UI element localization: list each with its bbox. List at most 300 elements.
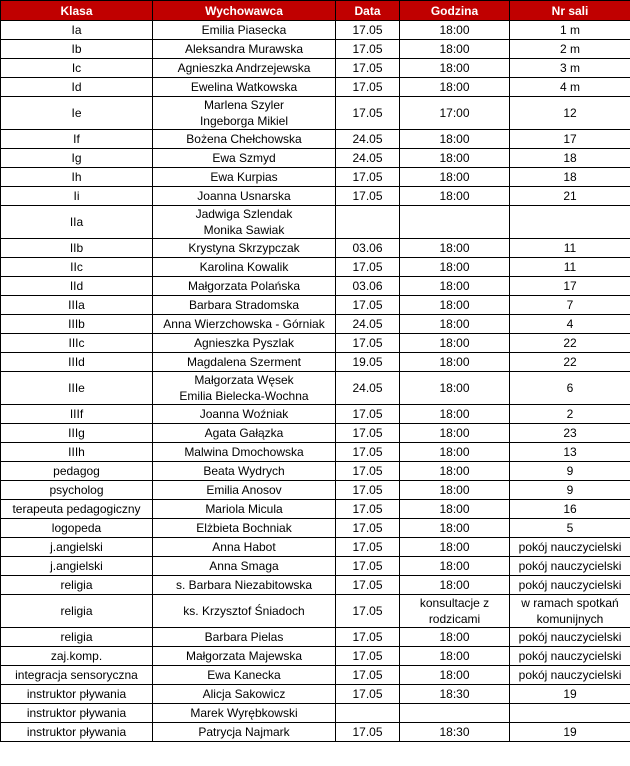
cell-wychowawca-line: Elżbieta Bochniak bbox=[196, 521, 292, 535]
cell-godzina bbox=[400, 576, 510, 595]
table-row bbox=[1, 315, 630, 334]
cell-data: 17.05 bbox=[336, 576, 400, 595]
cell-nr-sali-line: pokój nauczycielski bbox=[518, 559, 622, 573]
cell-nr-sali bbox=[510, 538, 630, 557]
cell-godzina bbox=[400, 372, 510, 405]
cell-data: 17.05 bbox=[336, 500, 400, 519]
cell-wychowawca bbox=[153, 481, 336, 500]
cell-wychowawca bbox=[153, 59, 336, 78]
cell-wychowawca bbox=[153, 405, 336, 424]
cell-nr-sali-line: 4 bbox=[566, 317, 574, 331]
cell-godzina-line: 18:00 bbox=[439, 630, 470, 644]
cell-wychowawca bbox=[153, 168, 336, 187]
cell-wychowawca bbox=[153, 296, 336, 315]
cell-nr-sali-line: w ramach spotkań bbox=[521, 596, 619, 610]
cell-wychowawca-line: Jadwiga Szlendak bbox=[195, 207, 293, 221]
cell-nr-sali-line: 16 bbox=[563, 502, 577, 516]
cell-wychowawca bbox=[153, 557, 336, 576]
cell-godzina bbox=[400, 187, 510, 206]
cell-nr-sali bbox=[510, 685, 630, 704]
cell-nr-sali bbox=[510, 628, 630, 647]
table-row bbox=[1, 168, 630, 187]
cell-data: 17.05 bbox=[336, 443, 400, 462]
cell-nr-sali-line: 11 bbox=[563, 241, 577, 255]
cell-wychowawca-line: Magdalena Szerment bbox=[186, 355, 302, 369]
cell-nr-sali-line: 22 bbox=[563, 336, 577, 350]
cell-nr-sali-line: pokój nauczycielski bbox=[518, 540, 622, 554]
cell-godzina-line: 18:00 bbox=[439, 61, 470, 75]
cell-nr-sali-line: 12 bbox=[563, 106, 577, 120]
cell-wychowawca bbox=[153, 500, 336, 519]
cell-nr-sali-line: 7 bbox=[566, 298, 574, 312]
cell-wychowawca-line: Marlena Szyler bbox=[203, 98, 285, 112]
cell-data: 17.05 bbox=[336, 59, 400, 78]
table-row bbox=[1, 372, 630, 405]
cell-data: 17.05 bbox=[336, 97, 400, 130]
cell-klasa: religia bbox=[1, 576, 153, 595]
cell-data: 17.05 bbox=[336, 538, 400, 557]
cell-klasa: IIId bbox=[1, 353, 153, 372]
cell-godzina bbox=[400, 21, 510, 40]
cell-data: 17.05 bbox=[336, 424, 400, 443]
header-row bbox=[1, 1, 630, 21]
cell-nr-sali-line: 18 bbox=[563, 170, 577, 184]
cell-data: 17.05 bbox=[336, 296, 400, 315]
cell-wychowawca-line: Barbara Pielas bbox=[204, 630, 284, 644]
cell-nr-sali-line: 3 m bbox=[559, 61, 580, 75]
table-row bbox=[1, 538, 630, 557]
cell-klasa: IIIf bbox=[1, 405, 153, 424]
cell-nr-sali bbox=[510, 666, 630, 685]
cell-wychowawca bbox=[153, 685, 336, 704]
cell-nr-sali bbox=[510, 187, 630, 206]
cell-nr-sali bbox=[510, 21, 630, 40]
cell-klasa: j.angielski bbox=[1, 557, 153, 576]
table-row bbox=[1, 647, 630, 666]
cell-wychowawca-line: Karolina Kowalik bbox=[199, 260, 289, 274]
cell-wychowawca bbox=[153, 372, 336, 405]
cell-wychowawca-line: Małgorzata Polańska bbox=[187, 279, 301, 293]
cell-nr-sali-line: 1 m bbox=[559, 23, 580, 37]
cell-nr-sali bbox=[510, 130, 630, 149]
cell-klasa: religia bbox=[1, 628, 153, 647]
header-nr-sali: Nr sali bbox=[510, 1, 630, 21]
cell-data bbox=[336, 206, 400, 239]
table-row bbox=[1, 78, 630, 97]
cell-godzina bbox=[400, 538, 510, 557]
cell-data: 17.05 bbox=[336, 519, 400, 538]
table-row bbox=[1, 353, 630, 372]
cell-nr-sali-line: pokój nauczycielski bbox=[518, 649, 622, 663]
header-wychowawca: Wychowawca bbox=[153, 1, 336, 21]
cell-klasa: integracja sensoryczna bbox=[1, 666, 153, 685]
cell-godzina-line: 18:00 bbox=[439, 559, 470, 573]
cell-data: 17.05 bbox=[336, 628, 400, 647]
table-row bbox=[1, 40, 630, 59]
cell-wychowawca-line: Aleksandra Murawska bbox=[184, 42, 304, 56]
cell-wychowawca bbox=[153, 595, 336, 628]
cell-nr-sali bbox=[510, 462, 630, 481]
cell-klasa: IIc bbox=[1, 258, 153, 277]
cell-nr-sali bbox=[510, 149, 630, 168]
cell-nr-sali-line: 23 bbox=[563, 426, 577, 440]
cell-wychowawca bbox=[153, 462, 336, 481]
cell-nr-sali bbox=[510, 78, 630, 97]
cell-nr-sali bbox=[510, 315, 630, 334]
cell-wychowawca-line: Ewa Szmyd bbox=[212, 151, 276, 165]
cell-klasa: psycholog bbox=[1, 481, 153, 500]
cell-godzina bbox=[400, 723, 510, 742]
cell-nr-sali bbox=[510, 424, 630, 443]
cell-godzina-line: 18:00 bbox=[439, 445, 470, 459]
table-row bbox=[1, 666, 630, 685]
cell-wychowawca-line: Bożena Chełchowska bbox=[186, 132, 302, 146]
cell-godzina-line: 18:30 bbox=[439, 687, 470, 701]
cell-nr-sali bbox=[510, 595, 630, 628]
cell-nr-sali-line: 9 bbox=[566, 483, 574, 497]
cell-nr-sali-line: 17 bbox=[563, 279, 577, 293]
cell-nr-sali-line: 6 bbox=[566, 381, 574, 395]
table-row bbox=[1, 557, 630, 576]
cell-klasa: IId bbox=[1, 277, 153, 296]
cell-data: 03.06 bbox=[336, 277, 400, 296]
table-row bbox=[1, 97, 630, 130]
cell-wychowawca bbox=[153, 78, 336, 97]
cell-klasa: instruktor pływania bbox=[1, 704, 153, 723]
cell-godzina-line: 18:00 bbox=[439, 502, 470, 516]
cell-wychowawca-line: Agnieszka Andrzejewska bbox=[177, 61, 311, 75]
cell-nr-sali bbox=[510, 372, 630, 405]
cell-nr-sali-line: pokój nauczycielski bbox=[518, 668, 622, 682]
cell-wychowawca bbox=[153, 40, 336, 59]
table-row bbox=[1, 704, 630, 723]
cell-godzina-line: 18:00 bbox=[439, 540, 470, 554]
cell-godzina-line: 18:00 bbox=[439, 649, 470, 663]
table-row bbox=[1, 481, 630, 500]
cell-godzina bbox=[400, 334, 510, 353]
cell-klasa: IIIh bbox=[1, 443, 153, 462]
cell-klasa: IIIb bbox=[1, 315, 153, 334]
cell-data: 17.05 bbox=[336, 78, 400, 97]
cell-nr-sali-line: 9 bbox=[566, 464, 574, 478]
cell-data: 17.05 bbox=[336, 168, 400, 187]
cell-godzina-line: 18:00 bbox=[439, 381, 470, 395]
cell-wychowawca bbox=[153, 538, 336, 557]
cell-godzina bbox=[400, 40, 510, 59]
cell-klasa: pedagog bbox=[1, 462, 153, 481]
table-row bbox=[1, 576, 630, 595]
cell-nr-sali-line: 18 bbox=[563, 151, 577, 165]
cell-nr-sali-line: 11 bbox=[563, 260, 577, 274]
cell-nr-sali-line: 13 bbox=[563, 445, 577, 459]
cell-godzina-line: 18:00 bbox=[439, 298, 470, 312]
header-godzina: Godzina bbox=[400, 1, 510, 21]
table-row bbox=[1, 628, 630, 647]
cell-klasa: j.angielski bbox=[1, 538, 153, 557]
cell-nr-sali bbox=[510, 277, 630, 296]
cell-godzina bbox=[400, 353, 510, 372]
cell-wychowawca bbox=[153, 576, 336, 595]
cell-wychowawca bbox=[153, 258, 336, 277]
cell-data: 24.05 bbox=[336, 372, 400, 405]
table-row bbox=[1, 443, 630, 462]
cell-godzina bbox=[400, 277, 510, 296]
cell-nr-sali bbox=[510, 353, 630, 372]
cell-wychowawca-line: Joanna Usnarska bbox=[197, 189, 291, 203]
cell-godzina-line: konsultacje z bbox=[419, 596, 490, 610]
table-row bbox=[1, 206, 630, 239]
table-row bbox=[1, 424, 630, 443]
table-row bbox=[1, 187, 630, 206]
table-row bbox=[1, 59, 630, 78]
cell-klasa: IIIc bbox=[1, 334, 153, 353]
cell-wychowawca-line: Ewa Kanecka bbox=[207, 668, 281, 682]
cell-wychowawca bbox=[153, 149, 336, 168]
cell-wychowawca bbox=[153, 443, 336, 462]
table-row bbox=[1, 130, 630, 149]
cell-nr-sali-line: pokój nauczycielski bbox=[518, 630, 622, 644]
cell-nr-sali bbox=[510, 576, 630, 595]
cell-wychowawca-line: ks. Krzysztof Śniadoch bbox=[183, 604, 305, 618]
cell-godzina bbox=[400, 97, 510, 130]
cell-data: 17.05 bbox=[336, 481, 400, 500]
cell-nr-sali bbox=[510, 723, 630, 742]
cell-godzina bbox=[400, 206, 510, 239]
cell-data: 03.06 bbox=[336, 239, 400, 258]
cell-godzina bbox=[400, 462, 510, 481]
cell-wychowawca-line: Monika Sawiak bbox=[203, 223, 285, 237]
cell-godzina bbox=[400, 78, 510, 97]
cell-wychowawca-line: Emilia Piasecka bbox=[201, 23, 287, 37]
cell-wychowawca-line: Barbara Stradomska bbox=[188, 298, 300, 312]
cell-godzina bbox=[400, 685, 510, 704]
cell-godzina-line: 18:00 bbox=[439, 80, 470, 94]
cell-godzina bbox=[400, 149, 510, 168]
cell-klasa: Id bbox=[1, 78, 153, 97]
cell-data: 17.05 bbox=[336, 21, 400, 40]
cell-godzina-line: 18:00 bbox=[439, 241, 470, 255]
cell-godzina-line: 18:00 bbox=[439, 23, 470, 37]
cell-godzina bbox=[400, 405, 510, 424]
cell-klasa: IIIg bbox=[1, 424, 153, 443]
cell-godzina bbox=[400, 647, 510, 666]
cell-godzina-line: 18:00 bbox=[439, 355, 470, 369]
cell-nr-sali bbox=[510, 296, 630, 315]
cell-data: 17.05 bbox=[336, 723, 400, 742]
cell-nr-sali-line: 2 bbox=[566, 407, 574, 421]
cell-data: 17.05 bbox=[336, 334, 400, 353]
cell-wychowawca bbox=[153, 239, 336, 258]
cell-data bbox=[336, 704, 400, 723]
cell-godzina bbox=[400, 628, 510, 647]
cell-wychowawca bbox=[153, 187, 336, 206]
cell-nr-sali bbox=[510, 97, 630, 130]
cell-nr-sali bbox=[510, 168, 630, 187]
cell-wychowawca-line: Małgorzata Węsek bbox=[194, 373, 294, 387]
cell-klasa: Ih bbox=[1, 168, 153, 187]
cell-wychowawca-line: Małgorzata Majewska bbox=[185, 649, 303, 663]
cell-godzina bbox=[400, 666, 510, 685]
cell-klasa: Ig bbox=[1, 149, 153, 168]
cell-godzina-line: 18:30 bbox=[439, 725, 470, 739]
cell-wychowawca bbox=[153, 97, 336, 130]
cell-godzina bbox=[400, 557, 510, 576]
cell-wychowawca bbox=[153, 666, 336, 685]
cell-godzina-line: 18:00 bbox=[439, 132, 470, 146]
cell-godzina-line: 18:00 bbox=[439, 407, 470, 421]
cell-nr-sali bbox=[510, 405, 630, 424]
table-row bbox=[1, 462, 630, 481]
cell-wychowawca bbox=[153, 647, 336, 666]
cell-nr-sali bbox=[510, 334, 630, 353]
cell-godzina-line: 18:00 bbox=[439, 668, 470, 682]
cell-data: 17.05 bbox=[336, 258, 400, 277]
cell-wychowawca-line: Mariola Miculа bbox=[205, 502, 283, 516]
cell-godzina bbox=[400, 704, 510, 723]
cell-nr-sali-line: 22 bbox=[563, 355, 577, 369]
cell-wychowawca bbox=[153, 628, 336, 647]
cell-wychowawca bbox=[153, 353, 336, 372]
cell-wychowawca-line: Anna Wierzchowska - Górniak bbox=[163, 317, 325, 331]
cell-nr-sali-line: 17 bbox=[563, 132, 577, 146]
cell-godzina-line: 18:00 bbox=[439, 170, 470, 184]
cell-godzina-line: 18:00 bbox=[439, 464, 470, 478]
cell-klasa: Ib bbox=[1, 40, 153, 59]
cell-data: 19.05 bbox=[336, 353, 400, 372]
cell-wychowawca bbox=[153, 277, 336, 296]
cell-data: 17.05 bbox=[336, 462, 400, 481]
cell-nr-sali bbox=[510, 443, 630, 462]
cell-godzina bbox=[400, 168, 510, 187]
cell-godzina bbox=[400, 130, 510, 149]
header-klasa: Klasa bbox=[1, 1, 153, 21]
cell-data: 17.05 bbox=[336, 685, 400, 704]
cell-data: 17.05 bbox=[336, 40, 400, 59]
cell-klasa: IIIa bbox=[1, 296, 153, 315]
cell-wychowawca-line: Ewa Kurpias bbox=[210, 170, 278, 184]
cell-klasa: Ic bbox=[1, 59, 153, 78]
table-row bbox=[1, 149, 630, 168]
cell-data: 17.05 bbox=[336, 647, 400, 666]
cell-klasa: IIa bbox=[1, 206, 153, 239]
cell-data: 17.05 bbox=[336, 666, 400, 685]
table-row bbox=[1, 723, 630, 742]
cell-data: 17.05 bbox=[336, 405, 400, 424]
cell-nr-sali-line: 19 bbox=[563, 687, 577, 701]
cell-godzina bbox=[400, 500, 510, 519]
cell-wychowawca bbox=[153, 704, 336, 723]
cell-godzina-line: 18:00 bbox=[439, 426, 470, 440]
cell-wychowawca-line: Emilia Bielecka-Wochna bbox=[179, 389, 309, 403]
cell-nr-sali bbox=[510, 239, 630, 258]
cell-nr-sali-line: 4 m bbox=[559, 80, 580, 94]
cell-godzina-line: 18:00 bbox=[439, 317, 470, 331]
cell-nr-sali bbox=[510, 647, 630, 666]
cell-wychowawca bbox=[153, 723, 336, 742]
cell-data: 17.05 bbox=[336, 557, 400, 576]
cell-wychowawca bbox=[153, 21, 336, 40]
table-row bbox=[1, 239, 630, 258]
cell-godzina-line: 18:00 bbox=[439, 189, 470, 203]
cell-wychowawca-line: Krystyna Skrzypczak bbox=[188, 241, 300, 255]
table-row bbox=[1, 21, 630, 40]
cell-nr-sali bbox=[510, 557, 630, 576]
cell-data: 17.05 bbox=[336, 595, 400, 628]
cell-godzina-line: 17:00 bbox=[439, 106, 470, 120]
cell-wychowawca-line: Agnieszka Pyszlak bbox=[193, 336, 295, 350]
cell-godzina bbox=[400, 296, 510, 315]
cell-godzina-line: 18:00 bbox=[439, 336, 470, 350]
cell-klasa: religia bbox=[1, 595, 153, 628]
cell-godzina-line: 18:00 bbox=[439, 42, 470, 56]
table-body bbox=[1, 21, 630, 742]
cell-nr-sali bbox=[510, 206, 630, 239]
cell-wychowawca bbox=[153, 130, 336, 149]
cell-klasa: IIb bbox=[1, 239, 153, 258]
cell-godzina bbox=[400, 258, 510, 277]
cell-klasa: Ii bbox=[1, 187, 153, 206]
cell-klasa: If bbox=[1, 130, 153, 149]
cell-klasa: zaj.komp. bbox=[1, 647, 153, 666]
cell-godzina-line: 18:00 bbox=[439, 483, 470, 497]
cell-klasa: instruktor pływania bbox=[1, 723, 153, 742]
cell-nr-sali-line: 2 m bbox=[559, 42, 580, 56]
table-row bbox=[1, 277, 630, 296]
cell-data: 24.05 bbox=[336, 315, 400, 334]
cell-klasa: IIIe bbox=[1, 372, 153, 405]
cell-klasa: Ie bbox=[1, 97, 153, 130]
cell-nr-sali-line: 5 bbox=[566, 521, 574, 535]
cell-wychowawca-line: Anna Habot bbox=[212, 540, 276, 554]
cell-wychowawca-line: Alicja Sakowicz bbox=[202, 687, 286, 701]
cell-wychowawca-line: Marek Wyrębkowski bbox=[190, 706, 298, 720]
cell-godzina bbox=[400, 315, 510, 334]
cell-godzina bbox=[400, 481, 510, 500]
cell-nr-sali bbox=[510, 704, 630, 723]
cell-godzina bbox=[400, 595, 510, 628]
table-row bbox=[1, 595, 630, 628]
cell-nr-sali bbox=[510, 40, 630, 59]
cell-nr-sali-line: 21 bbox=[563, 189, 577, 203]
cell-wychowawca-line: Ewelina Watkowska bbox=[190, 80, 298, 94]
cell-nr-sali bbox=[510, 258, 630, 277]
cell-godzina-line: 18:00 bbox=[439, 279, 470, 293]
cell-godzina-line: 18:00 bbox=[439, 521, 470, 535]
cell-godzina bbox=[400, 424, 510, 443]
cell-wychowawca bbox=[153, 334, 336, 353]
cell-data: 24.05 bbox=[336, 130, 400, 149]
cell-wychowawca bbox=[153, 424, 336, 443]
cell-wychowawca-line: Anna Smaga bbox=[209, 559, 279, 573]
cell-wychowawca-line: Ingeborga Mikiel bbox=[199, 114, 289, 128]
cell-klasa: terapeuta pedagogiczny bbox=[1, 500, 153, 519]
cell-nr-sali-line: komunijnych bbox=[536, 612, 604, 626]
cell-wychowawca-line: Beata Wydrych bbox=[203, 464, 285, 478]
cell-data: 24.05 bbox=[336, 149, 400, 168]
cell-klasa: logopeda bbox=[1, 519, 153, 538]
cell-wychowawca-line: Patrycja Najmark bbox=[198, 725, 290, 739]
cell-wychowawca bbox=[153, 315, 336, 334]
table-row bbox=[1, 405, 630, 424]
table-row bbox=[1, 296, 630, 315]
header-data: Data bbox=[336, 1, 400, 21]
cell-wychowawca bbox=[153, 519, 336, 538]
cell-nr-sali-line: 19 bbox=[563, 725, 577, 739]
table-row bbox=[1, 685, 630, 704]
cell-nr-sali bbox=[510, 59, 630, 78]
cell-godzina-line: 18:00 bbox=[439, 578, 470, 592]
cell-godzina bbox=[400, 443, 510, 462]
